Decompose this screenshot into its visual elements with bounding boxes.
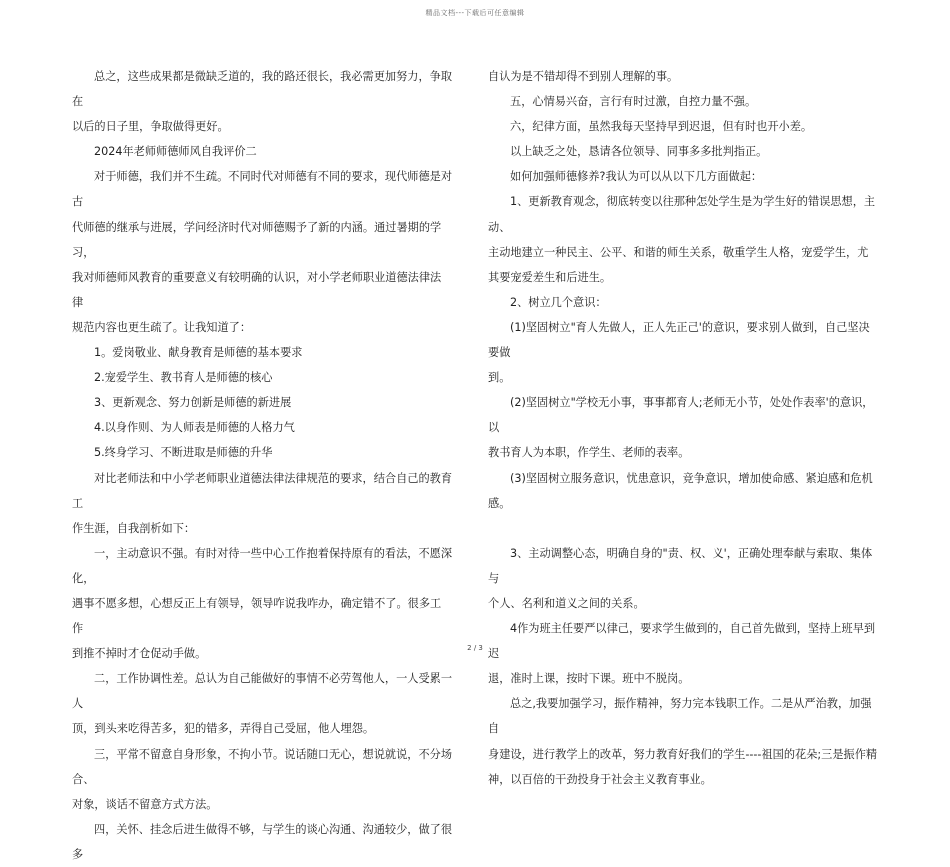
text-line: 4作为班主任要严以律己，要求学生做到的，自己首先做到，坚持上班早到迟: [488, 622, 876, 661]
text-line: 顶，到头来吃得苦多，犯的错多，弄得自己受屈，他人埋怨。: [72, 722, 375, 736]
right-column: [488, 64, 878, 792]
section-title: 2024年老师师德师风自我评价二: [94, 145, 257, 159]
text-line: 总之，这些成果都是微缺乏道的，我的路还很长，我必需更加努力，争取在: [72, 70, 453, 109]
text-line: 对象，谈话不留意方式方法。: [72, 797, 218, 811]
text-line: 教书育人为本职，作学生、老师的表率。: [488, 446, 690, 460]
text-line: (2)坚固树立"学校无小事，事事都育人;老师无小节，处处作表率'的意识，以: [488, 396, 874, 435]
list-item: 3、更新观念、努力创新是师德的新进展: [94, 396, 292, 410]
text-line: 退，准时上课，按时下课。班中不脱岗。: [488, 672, 690, 686]
text-line: (1)坚固树立"育人先做人，正人先正己'的意识，要求别人做到，自己坚决要做: [488, 320, 870, 360]
text-line: 对比老师法和中小学老师职业道德法律法律规范的要求，结合自己的教育工: [72, 471, 453, 510]
left-column: [72, 64, 452, 867]
text-line: 自认为是不错却得不到别人理解的事。: [488, 70, 679, 83]
text-line: 身建设，进行教学上的改革，努力教育好我们的学生----祖国的花朵;三是振作精: [488, 747, 878, 761]
list-item: 5.终身学习、不断进取是师德的升华: [94, 446, 273, 460]
page-number: 2 / 3: [467, 644, 483, 652]
text-line: 我对师德师风教育的重要意义有较明确的认识，对小学老师职业道德法律法律: [72, 270, 442, 309]
text-line: 神，以百倍的干劲投身于社会主义教育事业。: [488, 772, 712, 786]
text-line: 1、更新教育观念，彻底转变以往那种怎处学生是为学生好的错误思想，主动、: [488, 195, 876, 234]
text-line: 规范内容也更生疏了。让我知道了：: [72, 320, 252, 334]
text-line: 对于师德，我们并不生疏。不同时代对师德有不同的要求，现代师德是对古: [72, 170, 453, 209]
text-line: 如何加强师德修养?我认为可以从以下几方面做起：: [510, 170, 763, 184]
text-line: 四，关怀、挂念后进生做得不够，与学生的谈心沟通、沟通较少，做了很多: [72, 822, 453, 861]
text-line: 2、树立几个意识：: [510, 295, 607, 309]
text-line: 作生涯，自我剖析如下：: [72, 521, 196, 535]
text-line: 遇事不愿多想，心想反正上有领导，领导咋说我咋办，确定错不了。很多工作: [72, 596, 442, 636]
text-line: 以上缺乏之处，恳请各位领导、同事多多批判指正。: [510, 145, 768, 159]
text-line: 代师德的继承与进展，学问经济时代对师德赐予了新的内涵。通过暑期的学习，: [72, 220, 442, 259]
page-header: 精品文档---下载后可任意编辑: [425, 9, 525, 17]
text-line: 三，平常不留意自身形象，不拘小节。说话随口无心，想说就说，不分场合、: [72, 747, 453, 786]
text-line: 主动地建立一种民主、公平、和谐的师生关系，敬重学生人格，宠爱学生，尤: [488, 245, 869, 259]
text-line: 个人、名利和道义之间的关系。: [488, 596, 645, 610]
text-line: 六，纪律方面，虽然我每天坚持早到迟退，但有时也开小差。: [510, 120, 813, 134]
text-line: 总之,我要加强学习，振作精神，努力完本钱职工作。二是从严治教，加强自: [488, 697, 872, 736]
blank-line: [488, 516, 878, 541]
text-line: 到推不掉时才仓促动手做。: [72, 647, 207, 661]
text-line: 一，主动意识不强。有时对待一些中心工作抱着保持原有的看法，不愿深化，: [72, 546, 453, 585]
list-item: 2.宠爱学生、教书育人是师德的核心: [94, 371, 273, 385]
text-line: 其要宠爱差生和后进生。: [488, 270, 612, 284]
list-item: 4.以身作则、为人师表是师德的人格力气: [94, 421, 295, 435]
text-line: 五，心情易兴奋，言行有时过激，自控力量不强。: [510, 95, 757, 109]
text-line: 以后的日子里，争取做得更好。: [72, 120, 229, 134]
text-line: 到。: [488, 371, 511, 385]
text-line: 3、主动调整心态，明确自身的"责、权、义'，正确处理奉献与索取、集体与: [488, 546, 873, 585]
text-line: 二，工作协调性差。总认为自己能做好的事情不必劳驾他人，一人受累一人: [72, 672, 453, 711]
text-line: (3)坚固树立服务意识，忧患意识，竞争意识，增加使命感、紧迫感和危机感。: [488, 471, 873, 510]
list-item: 1。爱岗敬业、献身教育是师德的基本要求: [94, 346, 303, 360]
